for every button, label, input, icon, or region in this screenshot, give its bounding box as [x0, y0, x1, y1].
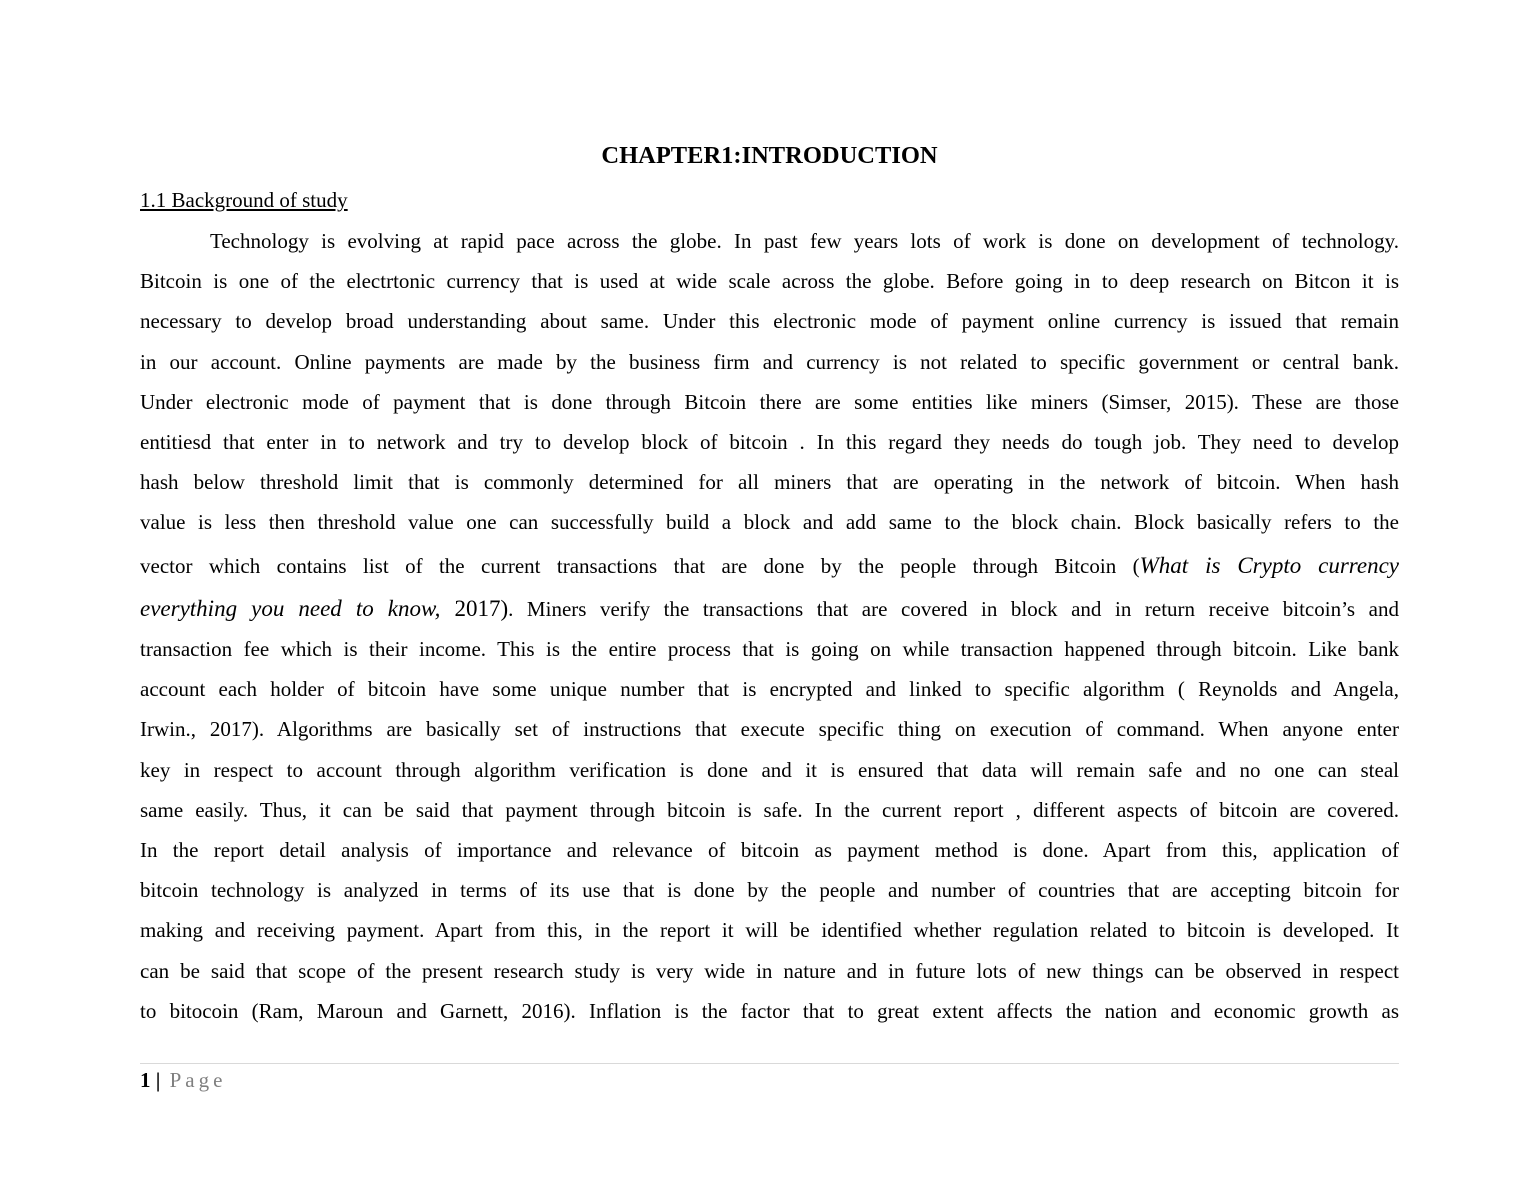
page-footer: [140, 1066, 226, 1094]
citation-title-continued: everything you need to know,: [140, 595, 441, 621]
citation-title: What is Crypto currency: [1139, 552, 1399, 578]
paragraph-line: key in respect to account through algorithm verification is done and it is ensured that data will remain safe and no one can steal: [140, 757, 1399, 782]
section-heading: 1.1 Background of study: [140, 188, 348, 212]
paragraph-line: in our account. Online payments are made by the business firm and currency is not related to specific government or central bank.: [140, 349, 1399, 374]
paragraph-line: Bitcoin is one of the electrtonic currency that is used at wide scale across the globe. Before going in to deep research on Bitcon it is: [140, 269, 1399, 294]
paragraph-line-citation: [140, 543, 1399, 586]
paragraph-line: necessary to develop broad understanding about same. Under this electronic mode of payment online currency is issued that remain: [140, 309, 1399, 334]
chapter-title: CHAPTER1:INTRODUCTION: [601, 142, 938, 169]
paragraph-line: can be said that scope of the present research study is very wide in nature and in future lots of new things can be observed in respect: [140, 958, 1399, 983]
body-paragraph: [140, 221, 1399, 1031]
footer-divider: [140, 1063, 1399, 1064]
page-label: Page: [169, 1068, 227, 1092]
paragraph-line: to bitocoin (Ram, Maroun and Garnett, 2016). Inflation is the factor that to great extent affects the nation and economic growth as: [140, 998, 1399, 1023]
citation-year: 2017): [440, 595, 509, 621]
paragraph-line: same easily. Thus, it can be said that payment through bitcoin is safe. In the current report , different aspects of bitcoin are covered.: [140, 797, 1399, 822]
paragraph-line: bitcoin technology is analyzed in terms of its use that is done by the people and number of countries that are accepting bitcoin for: [140, 878, 1399, 903]
paragraph-line: account each holder of bitcoin have some unique number that is encrypted and linked to specific algorithm ( Reynolds and Angela,: [140, 677, 1399, 702]
paragraph-line-citation: [140, 586, 1399, 629]
paragraph-line: Technology is evolving at rapid pace across the globe. In past few years lots of work is done on development of technology.: [210, 229, 1399, 253]
paragraph-line: In the report detail analysis of importance and relevance of bitcoin as payment method is done. Apart from this, application of: [140, 838, 1399, 863]
paragraph-line: Irwin., 2017). Algorithms are basically set of instructions that execute specific thing on execution of command. When anyone enter: [140, 717, 1399, 742]
paragraph-line: transaction fee which is their income. This is the entire process that is going on while transaction happened through bitcoin. Like bank: [140, 637, 1399, 662]
line-text: . Miners verify the transactions that are covered in block and in return receive bitcoin’s and: [508, 596, 1399, 621]
paragraph-line: hash below threshold limit that is commonly determined for all miners that are operating in the network of bitcoin. When hash: [140, 470, 1399, 495]
paragraph-line: value is less then threshold value one can successfully build a block and add same to the block chain. Block basically refers to the: [140, 510, 1399, 535]
paragraph-line: making and receiving payment. Apart from this, in the report it will be identified whether regulation related to bitcoin is developed. It: [140, 918, 1399, 943]
paragraph-line: entitiesd that enter in to network and try to develop block of bitcoin . In this regard they needs do tough job. They need to develop: [140, 429, 1399, 454]
page-number: 1: [140, 1068, 151, 1092]
paragraph-line: Under electronic mode of payment that is done through Bitcoin there are some entities like miners (Simser, 2015). These are those: [140, 389, 1399, 414]
line-text: vector which contains list of the current transactions that are done by the people through Bitcoin (: [140, 553, 1140, 578]
footer-separator: |: [150, 1068, 166, 1092]
